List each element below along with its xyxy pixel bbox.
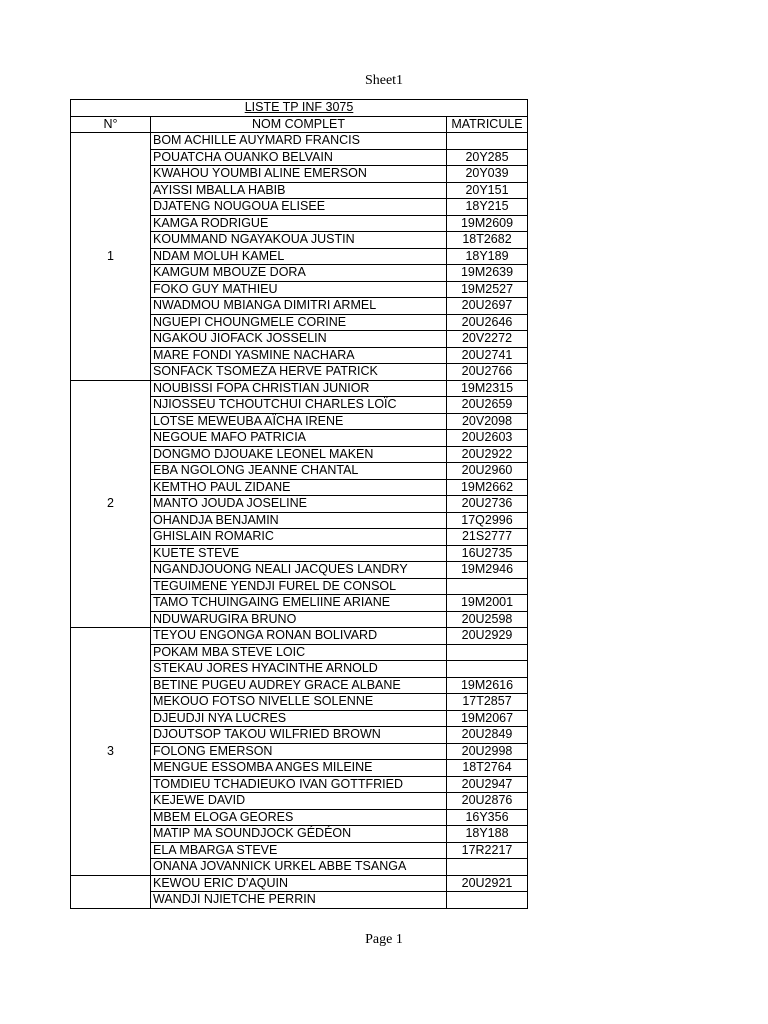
matricule-cell: 19M2639 (447, 265, 528, 282)
student-name-cell: TEYOU ENGONGA RONAN BOLIVARD (151, 628, 447, 645)
student-name-cell: DJATENG NOUGOUA ELISEE (151, 199, 447, 216)
student-name-cell: NGANDJOUONG NEALI JACQUES LANDRY (151, 562, 447, 579)
student-name-cell: KWAHOU YOUMBI ALINE EMERSON (151, 166, 447, 183)
group-number-cell (71, 875, 151, 908)
student-name-cell: NGUEPI CHOUNGMELE CORINE (151, 314, 447, 331)
matricule-cell: 17R2217 (447, 842, 528, 859)
student-name-cell: DJOUTSOP TAKOU WILFRIED BROWN (151, 727, 447, 744)
matricule-cell: 20Y151 (447, 182, 528, 199)
matricule-cell: 20U2921 (447, 875, 528, 892)
student-name-cell: NOUBISSI FOPA CHRISTIAN JUNIOR (151, 380, 447, 397)
table-title-cell (71, 100, 528, 117)
matricule-cell: 19M2609 (447, 215, 528, 232)
student-name-cell: SONFACK TSOMEZA HERVE PATRICK (151, 364, 447, 381)
matricule-cell: 20U2697 (447, 298, 528, 315)
matricule-cell: 17Q2996 (447, 512, 528, 529)
table-title-row (71, 100, 528, 117)
student-name-cell: MANTO JOUDA JOSELINE (151, 496, 447, 513)
student-name-cell: KUETE STEVE (151, 545, 447, 562)
matricule-cell: 20Y039 (447, 166, 528, 183)
matricule-cell: 20U2960 (447, 463, 528, 480)
student-name-cell: NDUWARUGIRA BRUNO (151, 611, 447, 628)
student-list-table (70, 99, 528, 909)
student-name-cell: LOTSE MEWEUBA AÏCHA IRENE (151, 413, 447, 430)
group-number-cell: 3 (71, 628, 151, 876)
student-name-cell: BOM ACHILLE AUYMARD FRANCIS (151, 133, 447, 150)
student-name-cell: DJEUDJI NYA LUCRES (151, 710, 447, 727)
student-name-cell: KAMGUM MBOUZE DORA (151, 265, 447, 282)
matricule-cell: 19M2315 (447, 380, 528, 397)
student-name-cell: MEKOUO FOTSO NIVELLE SOLENNE (151, 694, 447, 711)
student-name-cell: EBA NGOLONG JEANNE CHANTAL (151, 463, 447, 480)
matricule-cell: 20U2766 (447, 364, 528, 381)
matricule-cell: 18Y189 (447, 248, 528, 265)
student-name-cell: GHISLAIN ROMARIC (151, 529, 447, 546)
header-num: N° (71, 116, 151, 133)
student-name-cell: OHANDJA BENJAMIN (151, 512, 447, 529)
matricule-cell: 20V2098 (447, 413, 528, 430)
student-name-cell: FOKO GUY MATHIEU (151, 281, 447, 298)
matricule-cell: 18Y188 (447, 826, 528, 843)
matricule-cell (447, 892, 528, 909)
matricule-cell: 19M2946 (447, 562, 528, 579)
student-name-cell: NJIOSSEU TCHOUTCHUI CHARLES LOÏC (151, 397, 447, 414)
student-name-cell: MBEM ELOGA GEORES (151, 809, 447, 826)
matricule-cell: 20U2922 (447, 446, 528, 463)
sheet-title: Sheet1 (364, 73, 404, 88)
matricule-cell: 20Y285 (447, 149, 528, 166)
matricule-cell: 18T2764 (447, 760, 528, 777)
student-name-cell: POKAM MBA STEVE LOIC (151, 644, 447, 661)
student-name-cell: NDAM MOLUH KAMEL (151, 248, 447, 265)
student-name-cell: KAMGA RODRIGUE (151, 215, 447, 232)
matricule-cell (447, 859, 528, 876)
table-header-row (71, 116, 528, 133)
table-row (71, 875, 528, 892)
matricule-cell: 16Y356 (447, 809, 528, 826)
student-name-cell: STEKAU JORES HYACINTHE ARNOLD (151, 661, 447, 678)
matricule-cell (447, 644, 528, 661)
header-matricule: MATRICULE (447, 116, 528, 133)
matricule-cell (447, 661, 528, 678)
matricule-cell: 20U2598 (447, 611, 528, 628)
matricule-cell: 20U2741 (447, 347, 528, 364)
student-name-cell: NEGOUE MAFO PATRICIA (151, 430, 447, 447)
table-row (71, 380, 528, 397)
matricule-cell: 20V2272 (447, 331, 528, 348)
student-name-cell: ONANA JOVANNICK URKEL ABBE TSANGA (151, 859, 447, 876)
matricule-cell: 20U2646 (447, 314, 528, 331)
header-name: NOM COMPLET (151, 116, 447, 133)
matricule-cell: 18T2682 (447, 232, 528, 249)
matricule-cell: 17T2857 (447, 694, 528, 711)
matricule-cell: 20U2998 (447, 743, 528, 760)
matricule-cell: 20U2876 (447, 793, 528, 810)
matricule-cell: 18Y215 (447, 199, 528, 216)
matricule-cell: 20U2603 (447, 430, 528, 447)
table-title: LISTE TP INF 3075 (244, 100, 354, 114)
student-name-cell: BETINE PUGEU AUDREY GRACE ALBANE (151, 677, 447, 694)
matricule-cell: 20U2659 (447, 397, 528, 414)
student-name-cell: WANDJI NJIETCHE PERRIN (151, 892, 447, 909)
student-name-cell: KEWOU ERIC D'AQUIN (151, 875, 447, 892)
matricule-cell: 19M2001 (447, 595, 528, 612)
student-name-cell: MENGUE ESSOMBA ANGES MILEINE (151, 760, 447, 777)
student-name-cell: POUATCHA OUANKO BELVAIN (151, 149, 447, 166)
student-name-cell: NGAKOU JIOFACK JOSSELIN (151, 331, 447, 348)
matricule-cell: 19M2067 (447, 710, 528, 727)
page-number: Page 1 (365, 932, 403, 947)
matricule-cell (447, 578, 528, 595)
matricule-cell: 16U2735 (447, 545, 528, 562)
student-name-cell: TOMDIEU TCHADIEUKO IVAN GOTTFRIED (151, 776, 447, 793)
matricule-cell: 19M2616 (447, 677, 528, 694)
student-name-cell: NWADMOU MBIANGA DIMITRI ARMEL (151, 298, 447, 315)
matricule-cell: 19M2527 (447, 281, 528, 298)
student-name-cell: KOUMMAND NGAYAKOUA JUSTIN (151, 232, 447, 249)
student-name-cell: AYISSI MBALLA HABIB (151, 182, 447, 199)
student-name-cell: MATIP MA SOUNDJOCK GÉDÉON (151, 826, 447, 843)
student-name-cell: DONGMO DJOUAKE LEONEL MAKEN (151, 446, 447, 463)
student-name-cell: FOLONG EMERSON (151, 743, 447, 760)
student-name-cell: ELA MBARGA STEVE (151, 842, 447, 859)
matricule-cell (447, 133, 528, 150)
group-number-cell: 1 (71, 133, 151, 381)
student-name-cell: KEJEWE DAVID (151, 793, 447, 810)
matricule-cell: 20U2736 (447, 496, 528, 513)
student-name-cell: MARE FONDI YASMINE NACHARA (151, 347, 447, 364)
matricule-cell: 20U2947 (447, 776, 528, 793)
matricule-cell: 21S2777 (447, 529, 528, 546)
matricule-cell: 20U2929 (447, 628, 528, 645)
student-name-cell: KEMTHO PAUL ZIDANE (151, 479, 447, 496)
table-row (71, 133, 528, 150)
matricule-cell: 20U2849 (447, 727, 528, 744)
table-row (71, 628, 528, 645)
group-number-cell: 2 (71, 380, 151, 628)
student-name-cell: TAMO TCHUINGAING EMELIINE ARIANE (151, 595, 447, 612)
student-name-cell: TEGUIMENE YENDJI FUREL DE CONSOL (151, 578, 447, 595)
matricule-cell: 19M2662 (447, 479, 528, 496)
